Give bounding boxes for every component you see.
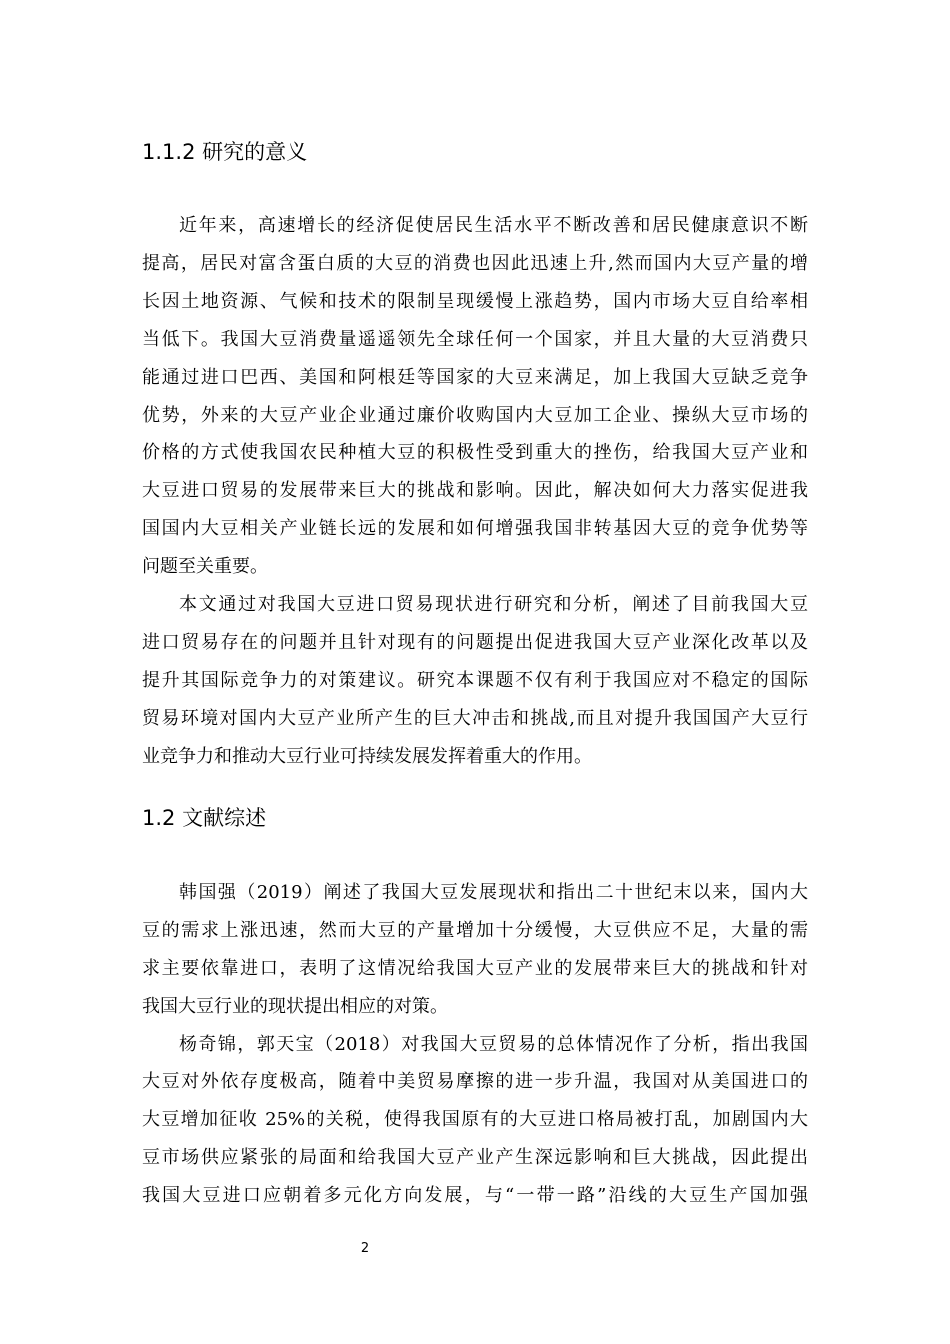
text-line: 我国大豆进口应朝着多元化方向发展，与“一带一路”沿线的大豆生产国加强 bbox=[142, 1185, 808, 1206]
section-heading-1-2: 1.2 文献综述 bbox=[142, 806, 267, 830]
text-line: 豆的需求上涨迅速，然而大豆的产量增加十分缓慢，大豆供应不足，大量的需 bbox=[142, 920, 808, 941]
text-line: 优势，外来的大豆产业企业通过廉价收购国内大豆加工企业、操纵大豆市场的 bbox=[142, 405, 808, 426]
text-line: 贸易环境对国内大豆产业所产生的巨大冲击和挑战,而且对提升我国国产大豆行 bbox=[142, 708, 808, 729]
text-line: 韩国强（2019）阐述了我国大豆发展现状和指出二十世纪末以来，国内大 bbox=[179, 882, 808, 903]
section-heading-1-1-2: 1.1.2 研究的意义 bbox=[142, 140, 308, 164]
text-line: 价格的方式使我国农民种植大豆的积极性受到重大的挫伤，给我国大豆产业和 bbox=[142, 442, 808, 463]
text-line: 求主要依靠进口，表明了这情况给我国大豆产业的发展带来巨大的挑战和针对 bbox=[142, 958, 808, 979]
text-line: 杨奇锦，郭天宝（2018）对我国大豆贸易的总体情况作了分析，指出我国 bbox=[179, 1034, 808, 1055]
text-line: 提高，居民对富含蛋白质的大豆的消费也因此迅速上升,然而国内大豆产量的增 bbox=[142, 253, 808, 274]
text-line: 长因土地资源、气候和技术的限制呈现缓慢上涨趋势，国内市场大豆自给率相 bbox=[142, 291, 808, 312]
text-line: 我国大豆行业的现状提出相应的对策。 bbox=[142, 996, 448, 1017]
text-line: 提升其国际竞争力的对策建议。研究本课题不仅有利于我国应对不稳定的国际 bbox=[142, 670, 808, 691]
text-line: 大豆对外依存度极高，随着中美贸易摩擦的进一步升温，我国对从美国进口的 bbox=[142, 1071, 808, 1092]
text-line: 大豆进口贸易的发展带来巨大的挑战和影响。因此，解决如何大力落实促进我 bbox=[142, 480, 808, 501]
page-number: 2 bbox=[360, 1241, 370, 1256]
text-line: 问题至关重要。 bbox=[142, 556, 268, 577]
text-line: 当低下。我国大豆消费量遥遥领先全球任何一个国家，并且大量的大豆消费只 bbox=[142, 329, 808, 350]
text-line: 业竞争力和推动大豆行业可持续发展发挥着重大的作用。 bbox=[142, 746, 592, 767]
text-line: 大豆增加征收 25%的关税，使得我国原有的大豆进口格局被打乱，加剧国内大 bbox=[142, 1109, 808, 1130]
text-line: 本文通过对我国大豆进口贸易现状进行研究和分析，阐述了目前我国大豆 bbox=[179, 594, 808, 615]
page-number-footer bbox=[0, 1240, 950, 1258]
text-line: 进口贸易存在的问题并且针对现有的问题提出促进我国大豆产业深化改革以及 bbox=[142, 632, 808, 653]
text-line: 豆市场供应紧张的局面和给我国大豆产业产生深远影响和巨大挑战，因此提出 bbox=[142, 1147, 808, 1168]
text-line: 近年来，高速增长的经济促使居民生活水平不断改善和居民健康意识不断 bbox=[179, 215, 808, 236]
text-line: 能通过进口巴西、美国和阿根廷等国家的大豆来满足，加上我国大豆缺乏竞争 bbox=[142, 367, 808, 388]
text-line: 国国内大豆相关产业链长远的发展和如何增强我国非转基因大豆的竞争优势等 bbox=[142, 518, 808, 539]
